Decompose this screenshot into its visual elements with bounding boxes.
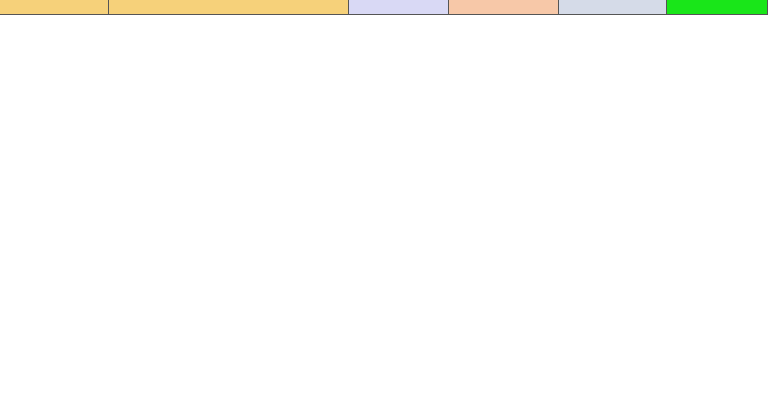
header-row — [0, 0, 768, 15]
header-account-number[interactable] — [0, 0, 109, 15]
header-expenditures-1[interactable] — [349, 0, 449, 15]
header-approved-budget[interactable] — [667, 0, 768, 15]
header-account-title[interactable] — [109, 0, 349, 15]
header-expenditures-2[interactable] — [449, 0, 559, 15]
header-adjusted-budget[interactable] — [559, 0, 667, 15]
